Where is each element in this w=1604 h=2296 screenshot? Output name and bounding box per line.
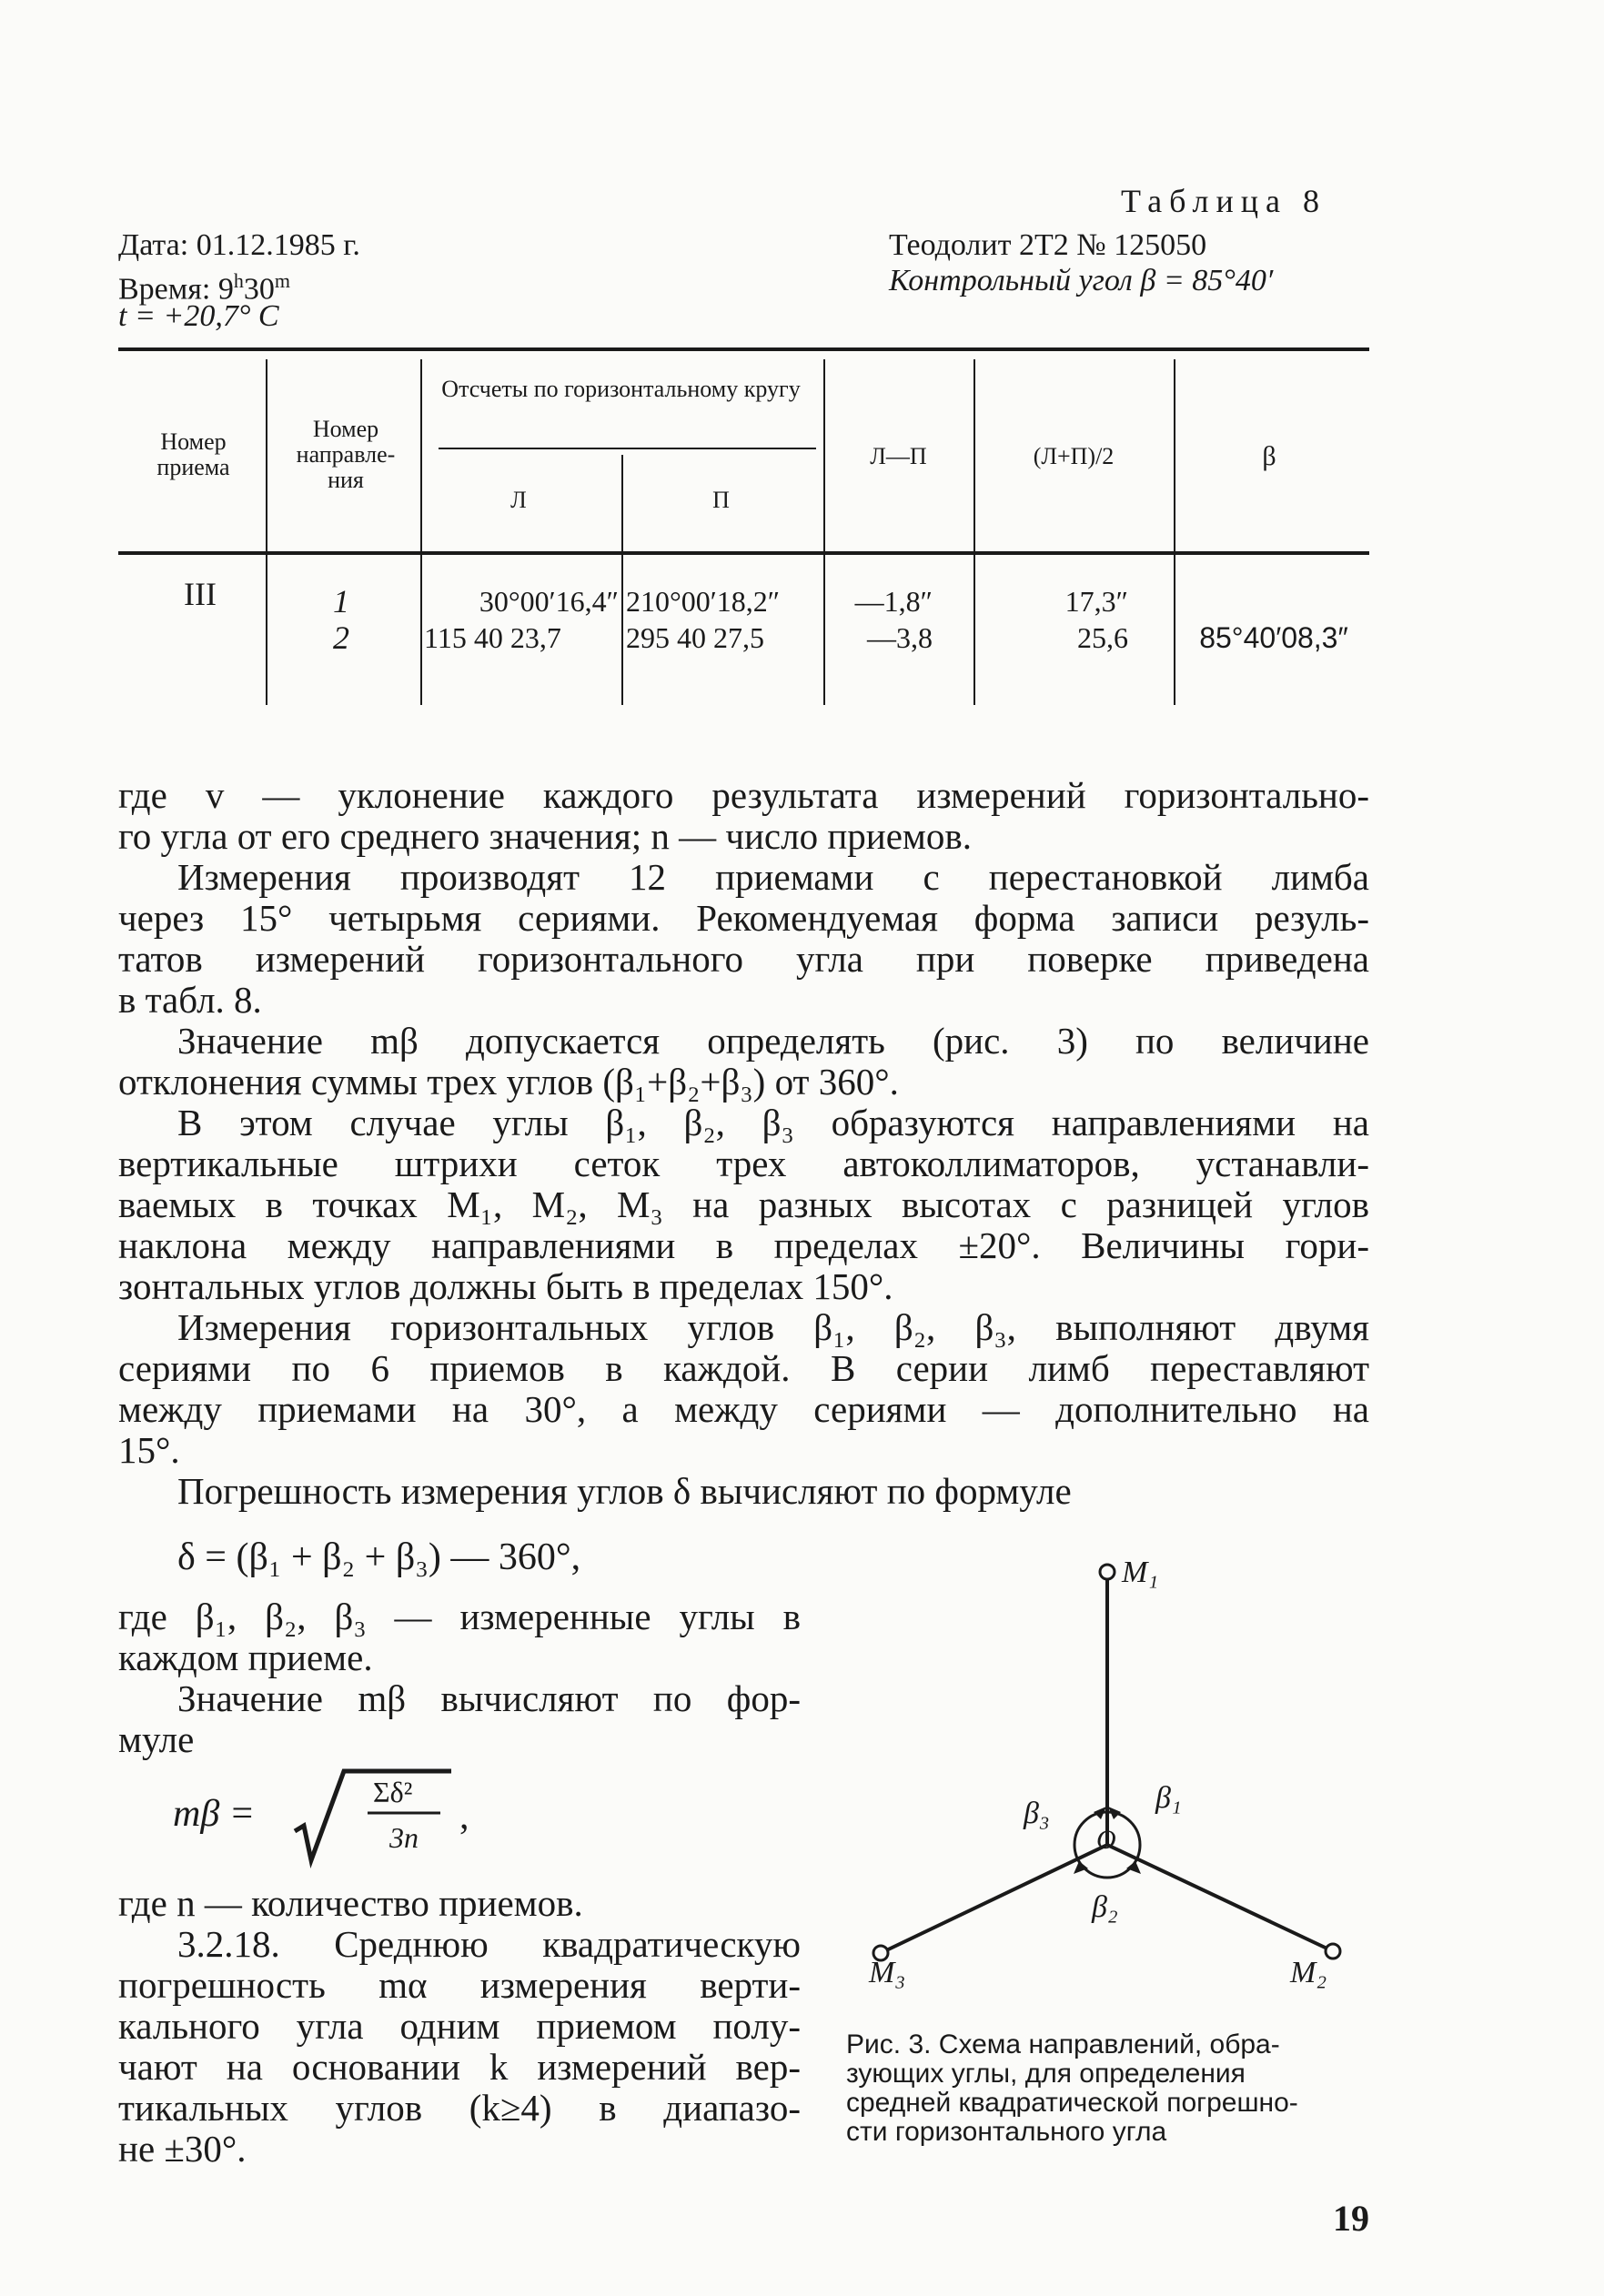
figure-caption (846, 2030, 1374, 2147)
cell-mean-2: 25,6 (1077, 621, 1128, 654)
text-line: сериями по 6 приемов в каждой. В серии лимб переставляют (118, 1347, 1369, 1389)
text-line: татов измерений горизонтального угла при поверке приведена (118, 938, 1369, 980)
label-o: O (1096, 1825, 1116, 1855)
text-line: 3.2.18. Среднюю квадратическую (177, 1923, 801, 1965)
text-line: не ±30°. (118, 2128, 247, 2170)
control-angle-label: Контрольный угол β = 85°40′ (889, 264, 1274, 297)
label-b3: β₃ (1024, 1797, 1050, 1830)
text-line: зонтальных углов должны быть в пределах 150°. (118, 1265, 893, 1307)
header-P: П (712, 487, 730, 513)
label-b2: β₂ (1092, 1890, 1118, 1924)
text-line: муле (118, 1718, 195, 1760)
text-line: Измерения горизонтальных углов β₁, β₂, β₃, выполняют двумя (177, 1306, 1369, 1348)
cell-mean-1: 17,3″ (1064, 585, 1128, 618)
text-line: вертикальные штрихи сеток трех автоколлиматоров, устанавли- (118, 1143, 1369, 1184)
cell-P-2: 295 40 27,5 (626, 621, 764, 654)
label-m2: M₂ (1290, 1956, 1327, 1989)
label-m3: M₃ (869, 1956, 906, 1989)
header-beta: β (1262, 441, 1276, 471)
formula-lhs: mβ = (173, 1793, 256, 1835)
text-line: где v — уклонение каждого результата измерений горизонтально- (118, 774, 1369, 816)
col-divider (621, 455, 623, 705)
cell-dir-2: 2 (333, 619, 349, 656)
caption-line: сти горизонтального угла (846, 2117, 1167, 2147)
text-line: через 15° четырьмя сериями. Рекомендуемая форма записи резуль- (118, 897, 1369, 939)
cell-diff-2: —3,8 (867, 621, 933, 654)
header-reception: Номер приема (156, 428, 230, 480)
text-line: между приемами на 30°, а между сериями — дополнительно на (118, 1388, 1369, 1430)
text-line: чают на основании k измерений вер- (118, 2046, 801, 2088)
text-line: Измерения производят 12 приемами с перестановкой лимба (177, 856, 1369, 898)
label-m1: M₁ (1122, 1556, 1159, 1589)
cell-P-1: 210°00′18,2″ (626, 585, 781, 618)
text-line: где β₁, β₂, β₃ — измеренные углы в (118, 1596, 801, 1637)
text-line: Погрешность измерения углов δ вычисляют по формуле (177, 1470, 1072, 1512)
table-top-rule (118, 347, 1369, 351)
text-line: Значение mβ вычисляют по фор- (177, 1677, 801, 1719)
text-line: го угла от его среднего значения; n — число приемов. (118, 815, 972, 857)
table-header-rule (118, 551, 1369, 555)
text-line: отклонения суммы трех углов (β₁+β₂+β₃) от 360°. (118, 1061, 899, 1103)
text-line: где n — количество приемов. (118, 1882, 583, 1924)
label-b1: β₁ (1155, 1781, 1182, 1815)
cell-beta: 85°40′08,3″ (1199, 621, 1348, 654)
text-line: кального угла одним приемом полу- (118, 2005, 801, 2047)
cell-L-2: 115 40 23,7 (424, 621, 561, 654)
text-line: наклона между направлениями в пределах ±20°. Величины гори- (118, 1224, 1369, 1266)
formula-comma: , (459, 1796, 469, 1838)
header-L: Л (510, 487, 527, 513)
text-line: тикальных углов (k≥4) в диапазо- (118, 2087, 801, 2129)
text-line: В этом случае углы β₁, β₂, β₃ образуются направлениями на (177, 1102, 1369, 1143)
temperature-label: t = +20,7° C (118, 299, 279, 333)
col-divider (1174, 359, 1175, 705)
caption-line: Рис. 3. Схема направлений, обра- (846, 2029, 1280, 2059)
text-line: каждом приеме. (118, 1636, 373, 1678)
text-line: 15°. (118, 1429, 180, 1471)
readings-subrule (439, 448, 816, 449)
col-divider (973, 359, 975, 705)
cell-dir-1: 1 (333, 583, 349, 619)
caption-line: зующих углы, для определения (846, 2059, 1246, 2089)
header-mean: (Л+П)/2 (1033, 443, 1115, 469)
header-readings: Отсчеты по горизонтальному кругу (441, 376, 801, 402)
table-title: Таблица 8 (1121, 183, 1327, 219)
formula-den: 3n (389, 1821, 419, 1854)
date-label: Дата: 01.12.1985 г. (118, 228, 360, 262)
text-line: ваемых в точках M₁, M₂, M₃ на разных высотах с разницей углов (118, 1183, 1369, 1225)
theodolite-label: Теодолит 2Т2 № 125050 (889, 228, 1207, 262)
text-line: Значение mβ допускается определять (рис. 3) по величине (177, 1020, 1369, 1062)
cell-reception: III (184, 576, 217, 612)
col-divider (266, 359, 267, 705)
cell-diff-1: —1,8″ (854, 585, 933, 618)
formula-num: Σδ² (373, 1776, 413, 1808)
caption-line: средней квадратической погрешно- (846, 2088, 1298, 2118)
page-number: 19 (1333, 2198, 1369, 2239)
header-direction: Номер направле-ния (296, 416, 396, 493)
time-label: Время: 9$^h$30$^m$ (118, 269, 290, 307)
text-line: погрешность mα измерения верти- (118, 1964, 801, 2006)
text-line: в табл. 8. (118, 979, 262, 1021)
col-divider (823, 359, 825, 705)
cell-L-1: 30°00′16,4″ (479, 585, 619, 618)
header-diff: Л—П (870, 443, 927, 469)
formula-delta: δ = (β₁ + β₂ + β₃) — 360°, (177, 1536, 581, 1578)
col-divider (420, 359, 422, 705)
